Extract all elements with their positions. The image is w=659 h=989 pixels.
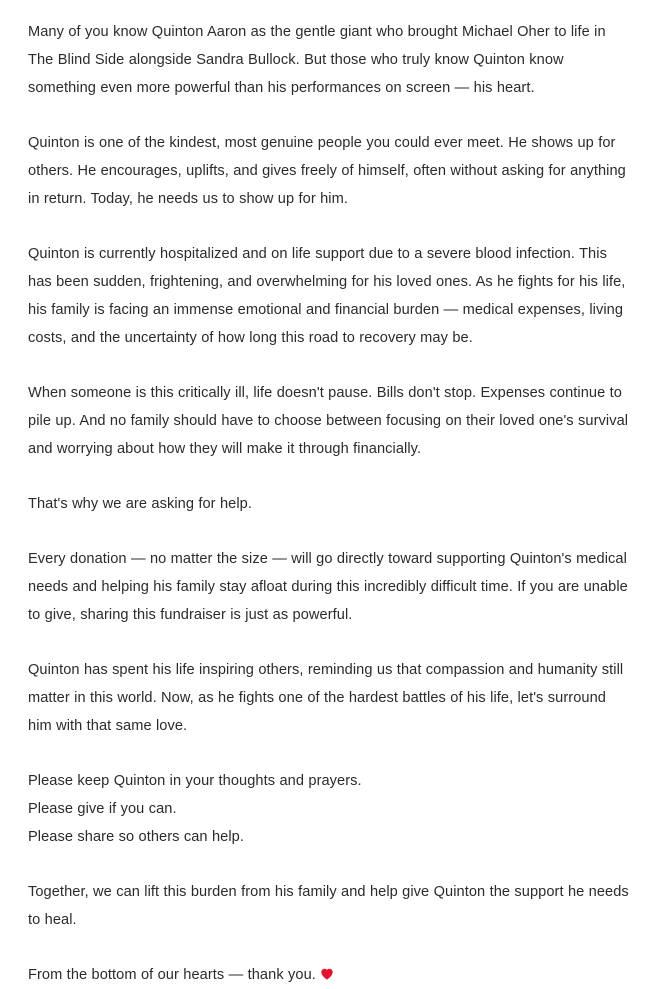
story-paragraph-character: Quinton is one of the kindest, most genuine people you could ever meet. He shows up for others. He encourages, uplifts, and gives freely of himself, often without asking for anything in return. Today, he needs us to show up for him.	[28, 135, 626, 207]
story-paragraph-legacy: Quinton has spent his life inspiring others, reminding us that compassion and humanity still matter in this world. Now, as he fights one of the hardest battles of his life, let's surround him with that same love.	[28, 662, 624, 734]
appeal-line-share: Please share so others can help.	[28, 829, 244, 845]
appeal-lines-block	[28, 767, 632, 851]
appeal-line-prayers: Please keep Quinton in your thoughts and prayers.	[28, 773, 362, 789]
signoff-text: From the bottom of our hearts — thank you.	[28, 967, 316, 983]
story-paragraph-intro: Many of you know Quinton Aaron as the gentle giant who brought Michael Oher to life in The Blind Side alongside Sandra Bullock. But those who truly know Quinton know something even more powerful than his performances on screen — his heart.	[28, 24, 606, 96]
appeal-line-give: Please give if you can.	[28, 801, 177, 817]
story-paragraph-ask: That's why we are asking for help.	[28, 496, 252, 512]
story-paragraph-condition: Quinton is currently hospitalized and on life support due to a severe blood infection. This has been sudden, frightening, and overwhelming for his loved ones. As he fights for his life, his family is facing an immense emotional and financial burden — medical expenses, living costs, and the uncertainty of how long this road to recovery may be.	[28, 246, 626, 346]
story-paragraph-donation-impact: Every donation — no matter the size — will go directly toward supporting Quinton's medical needs and helping his family stay afloat during this incredibly difficult time. If you are unable to give, sharing this fundraiser is just as powerful.	[28, 551, 628, 623]
story-paragraph-financial-burden: When someone is this critically ill, life doesn't pause. Bills don't stop. Expenses continue to pile up. And no family should have to choose between focusing on their loved one's survival and worrying about how they will make it through financially.	[28, 385, 629, 457]
red-heart-icon	[316, 961, 334, 989]
story-paragraph-together: Together, we can lift this burden from his family and help give Quinton the support he needs to heal.	[28, 884, 629, 928]
story-paragraph-signoff	[28, 961, 632, 989]
